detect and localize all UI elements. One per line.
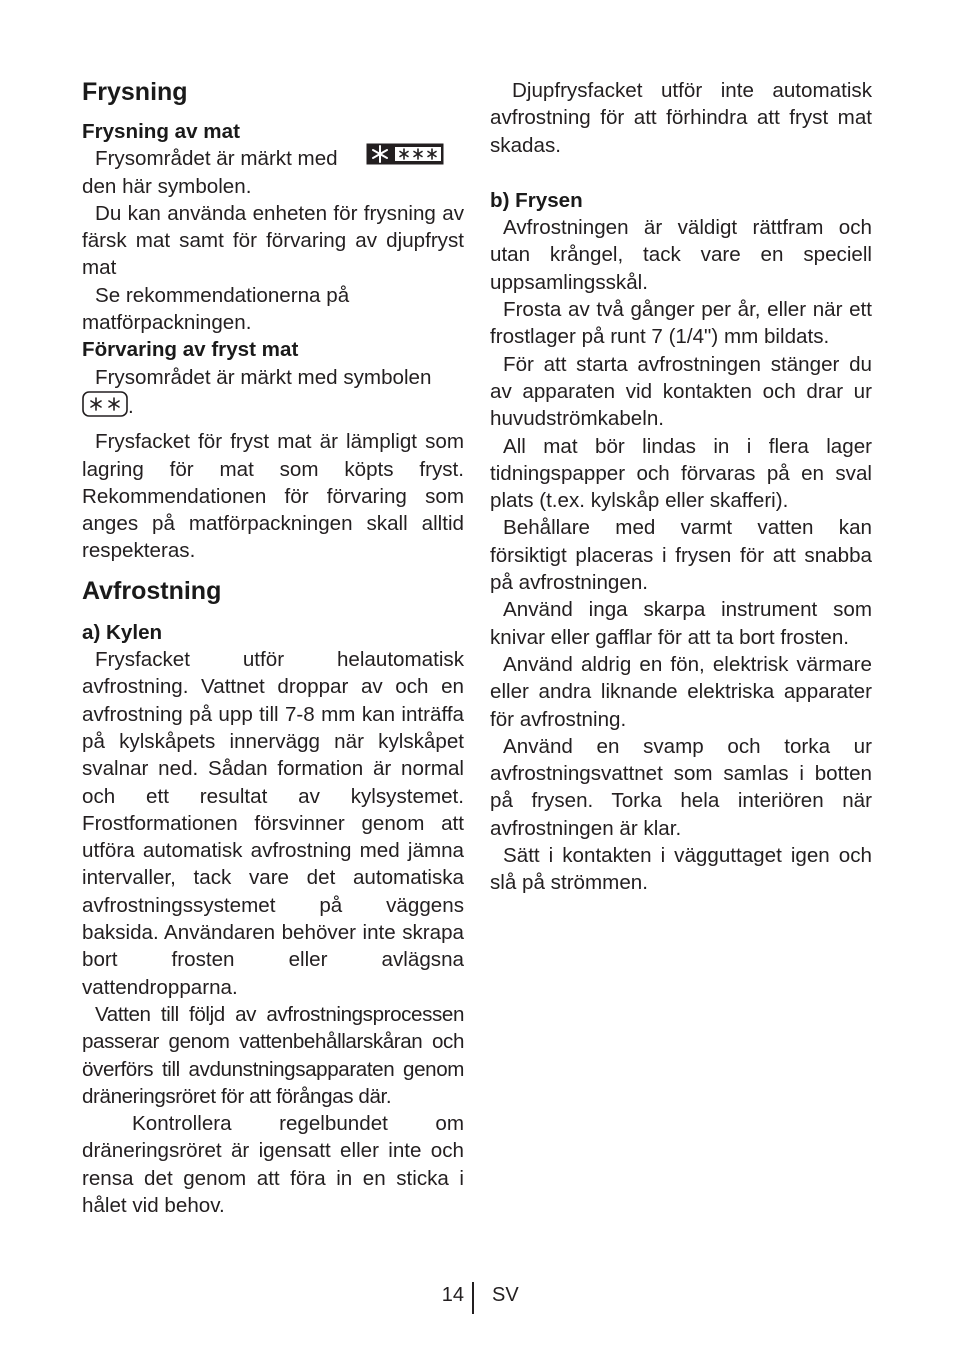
para-freezing-symbol-text: Frysområdet är märkt med	[95, 147, 338, 171]
heading-freezing: Frysning	[82, 78, 188, 106]
left-column	[82, 72, 464, 1219]
two-star-freezer-icon	[69, 391, 128, 424]
para-freezer-twice: Frosta av två gånger per år, eller när ett frostlager på runt 7 (1/4") mm bildats.	[490, 298, 872, 349]
para-freezing-recommendation: Se rekommendationerna på matförpackningen.	[82, 283, 350, 335]
para-freezer-start: För att starta avfrostningen stänger du av apparaten vid kontakten och drar ur huvudströmkabeln.	[490, 352, 872, 431]
para-freezer-easy: Avfrostningen är väldigt rättfram och utan krångel, tack vare en speciell uppsamlingsskål.	[490, 216, 872, 294]
para-fridge-water: Vatten till följd av avfrostningsprocessen passerar genom vattenbehållarskåran och överförs till avdunstningsapparaten genom dräneringsröret för att förångas där.	[82, 1002, 464, 1108]
para-freezer-warm-water: Behållare med varmt vatten kan försiktigt placeras i frysen för att snabba på avfrostningen.	[490, 516, 872, 595]
para-freezer-sponge: Använd en svamp och torka ur avfrostningsvattnet som samlas i botten på frysen. Torka hela interiören när avfrostningen är klar.	[490, 734, 872, 840]
heading-freezing-food: Frysning av mat	[82, 120, 240, 143]
para-fridge-drain: Kontrollera regelbundet om dräneringsröret är igensatt eller inte och rensa det genom att föra in en sticka i hålet vid behov.	[82, 1112, 464, 1217]
page-number: 14	[441, 1284, 464, 1306]
page-language: SV	[492, 1284, 519, 1306]
heading-freezer: b) Frysen	[490, 188, 583, 212]
para-freezer-no-sharp: Använd inga skarpa instrument som knivar eller gafflar för att ta bort frosten.	[490, 598, 872, 649]
para-freezing-symbol	[82, 145, 464, 200]
para-freezing-use: Du kan använda enheten för frysning av färsk mat samt för förvaring av djupfryst mat	[82, 201, 464, 280]
footer-divider	[472, 1282, 474, 1314]
para-freezer-wrap: All mat bör lindas in i flera lager tidningspapper och förvaras på en sval plats (t.ex. kylskåp eller skafferi).	[490, 434, 872, 513]
para-storage-symbol-text: Frysområdet är märkt med symbolen	[95, 365, 432, 389]
para-storage-symbol-end: .	[128, 395, 134, 419]
four-star-freezer-icon	[353, 143, 444, 172]
para-deepfreeze-no-auto: Djupfrysfacket utför inte automatisk avfrostning för att förhindra att fryst mat skadas.	[490, 79, 872, 157]
para-storage-compartment: Frysfacket för fryst mat är lämpligt som lagring för mat som köpts fryst. Rekommendationen för förvaring som anges på matförpackningen skall alltid respekteras.	[82, 430, 464, 563]
heading-storage: Förvaring av fryst mat	[82, 338, 299, 362]
heading-fridge: a) Kylen	[82, 620, 163, 644]
para-freezing-symbol-text-2: den här symbolen.	[82, 174, 252, 198]
para-freezer-power-on: Sätt i kontakten i vägguttaget igen och slå på strömmen.	[490, 844, 872, 895]
para-storage-symbol	[82, 364, 464, 425]
para-fridge-auto-defrost: Frysfacket utför helautomatisk avfrostning. Vattnet droppar av och en avfrostning på upp till 7-8 mm kan inträffa på kylskåpets innervägg när kylskåpet svalnar ned. Sådan formation är normal och ett resultat av kylsystemet. Frostformationen försvinner genom att utföra automatisk avfrostning med jämna intervaller, tack vare det automatiska avfrostningssystemet på väggens baksida. Användaren behöver inte skrapa bort frosten eller avlägsna vattendropparna.	[82, 648, 464, 999]
heading-defrost: Avfrostning	[82, 576, 222, 605]
para-freezer-no-heater: Använd aldrig en fön, elektrisk värmare eller andra liknande elektriska apparater för avfrostning.	[490, 652, 872, 731]
right-column	[490, 77, 872, 897]
